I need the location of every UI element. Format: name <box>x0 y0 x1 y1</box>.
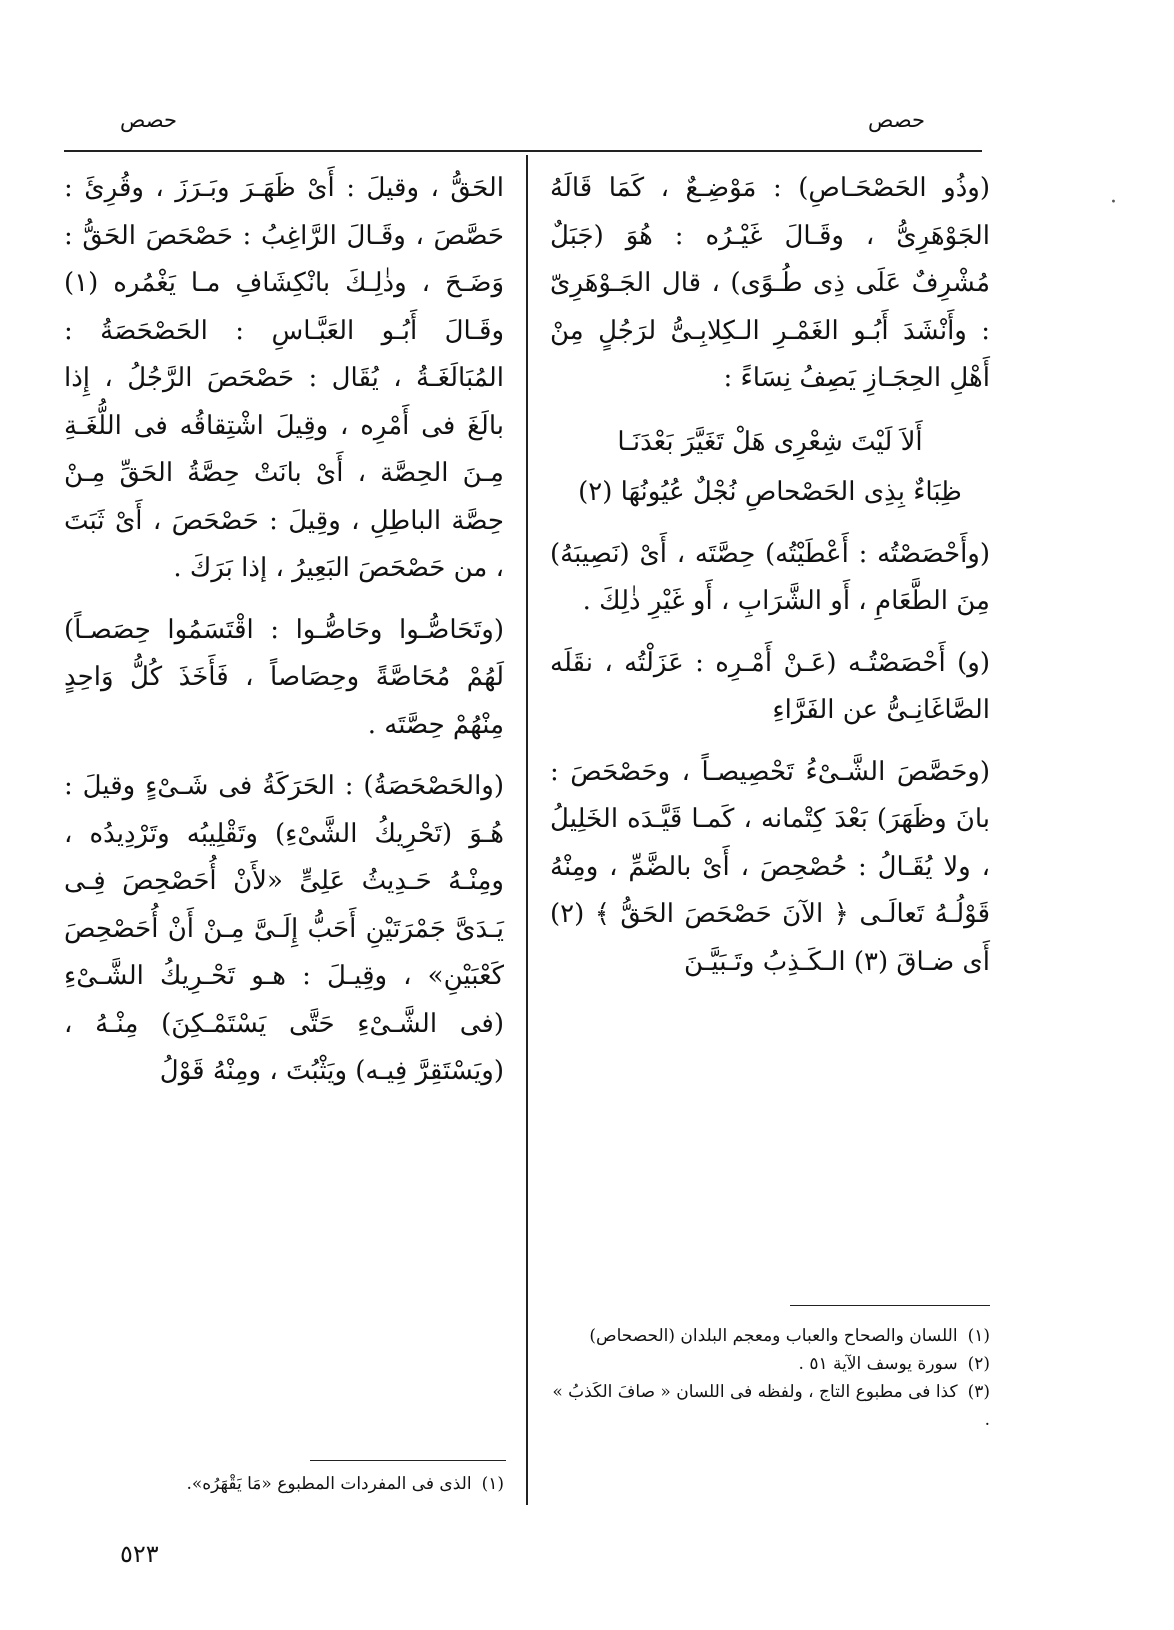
header-rule <box>64 150 982 152</box>
footnote <box>64 1470 504 1498</box>
footnote-text: سورة يوسف الآية ٥١ . <box>798 1354 958 1374</box>
footnote-number: (١) <box>481 1474 504 1494</box>
left-paragraph-2: (وتَحَاصُّـوا وحَاصُّـوا : اقْتَسَمُوا حِصَصـاً) لَهُمْ مُحَاصَّةً وحِصَاصاً ، فَأَخَذَ كُلُّ وَاحِدٍ مِنْهُمْ حِصَّتَه . <box>64 614 504 740</box>
right-column <box>550 165 990 986</box>
margin-speck: · <box>1110 190 1117 215</box>
column-divider <box>526 155 528 1505</box>
right-paragraph-3: (و) أَحْصَصْتُـه (عَـنْ أَمْـرِه : عَزَلْتُه ، نقَلَه الصَّاغَانِـىُّ عن الفَرَّاءِ <box>550 647 990 725</box>
footnote-rule-left <box>310 1460 506 1461</box>
left-column <box>64 165 504 1096</box>
footnote-text: اللسان والصحاح والعباب ومعجم البلدان (الحصحاص) <box>589 1326 958 1346</box>
verse-line-1: أَلاَ لَيْتَ شِعْرِى هَلْ تَغَيَّرَ بَعْدَنَـا <box>617 426 923 457</box>
right-paragraph-2: (وأَحْصَصْتُه : أَعْطَيْتُه) حِصَّتَه ، أَىْ (نَصِيبَهُ) مِنَ الطَّعَامِ ، أَو الشَّرَابِ ، أَو غَيْرِ ذٰلِكَ . <box>550 538 990 616</box>
footnote <box>550 1350 990 1378</box>
footnote <box>550 1322 990 1350</box>
footnote-rule-right <box>790 1305 990 1306</box>
left-paragraph-3: (والحَصْحَصَةُ) : الحَرَكَةُ فى شَـىْءٍ وقيلَ : هُـوَ (تَحْرِيكُ الشَّىْءِ) وتَقْلِيبُه وتَرْدِيدُه ، ومِنْـهُ حَـدِيثُ عَلِىٍّ «لأَنْ أُحَصْحِصَ فِـى يَـدَىَّ جَمْرَتَيْنِ أَحَبُّ إِلَـىَّ مِـنْ أَنْ أُحَصْحِصَ كَعْبَيْنِ» ، وقِيـلَ : هـو تَحْـرِيكُ الشَّـىْءِ (فى الشَّـىْءِ حَتَّى يَسْتَمْـكِنَ) مِنْـهُ ، (ويَسْتَقِرَّ فِيـه) ويَثْبُتَ ، ومِنْهُ قَوْلُ <box>64 771 504 1086</box>
footnote-number: (١) <box>967 1326 990 1346</box>
footnotes-right <box>550 1322 990 1434</box>
right-paragraph-1: (وذُو الحَصْحَـاصِ) : مَوْضِـعٌ ، كَمَا قَالَهُ الجَوْهَرِىُّ ، وقَـالَ غَيْـرُه : هُوَ (جَبَلٌ مُشْرِفٌ عَلَى ذِى طُـوًى) ، قال الجَـوْهَرِىّ : وأَنْشَدَ أَبُـو الغَمْـرِ الـكِلابِـىُّ لرَجُلٍ مِنْ أَهْلِ الحِجَـازِ يَصِفُ نِسَاءً : <box>550 173 990 393</box>
footnote-text: كذا فى مطبوع التاج ، ولفظه فى اللسان « صافَ الكَذبُ » . <box>552 1382 990 1430</box>
footnote-text: الذى فى المفردات المطبوع «مَا يَقْهَرُه». <box>186 1474 472 1494</box>
footnotes-left <box>64 1470 504 1498</box>
running-head-left: حصص <box>120 108 177 132</box>
footnote-number: (٣) <box>967 1382 990 1402</box>
left-paragraph-1: الحَقُّ ، وقيلَ : أَىْ ظَهَـرَ وبَـرَزَ ، وقُرِئَ : حَصَّصَ ، وقَـالَ الرَّاغِبُ : حَصْحَصَ الحَقُّ : وَضَـحَ ، وذٰلِـكَ بانْكِشَافِ مـا يَغْمُره (١) وقَـالَ أَبُـو العَبَّـاسِ : الحَصْحَصَةُ : المُبَالَغَـةُ ، يُقَال : حَصْحَصَ الرَّجُلُ ، إِذا بالَغَ فى أَمْرِه ، وقِيلَ اشْتِقاقُه فى اللُّغَـةِ مِـنَ الحِصَّة ، أَىْ بانَتْ حِصَّةُ الحَقِّ مِـنْ حِصَّة الباطِلِ ، وقِيلَ : حَصْحَصَ ، أَىْ ثَبَتَ ، من حَصْحَصَ البَعِيرُ ، إذا بَرَكَ . <box>64 173 504 583</box>
verse-line-2: ظِبَاءٌ بِذِى الحَصْحاصِ نُجْلٌ عُيُونُهَا (٢) <box>578 476 962 507</box>
page-number: ٥٢٣ <box>120 1540 159 1568</box>
running-head-right: حصص <box>868 108 925 132</box>
right-paragraph-4: (وحَصَّصَ الشَّـىْءُ تَحْصِيصـاً ، وحَصْحَصَ : بانَ وظَهَرَ) بَعْدَ كِتْمانه ، كَمـا قَيَّـدَه الخَلِيلُ ، ولا يُقَـالُ : حُصْحِصَ ، أَىْ بالضَّمِّ ، ومِنْهُ قَوْلُـهُ تَعالَـى ﴿ الآنَ حَصْحَصَ الحَقُّ ﴾ (٢) أَى ضـاقَ (٣) الـكَـذِبُ وتَـبَيَّـنَ <box>550 756 990 977</box>
footnote-number: (٢) <box>967 1354 990 1374</box>
footnote <box>550 1378 990 1434</box>
